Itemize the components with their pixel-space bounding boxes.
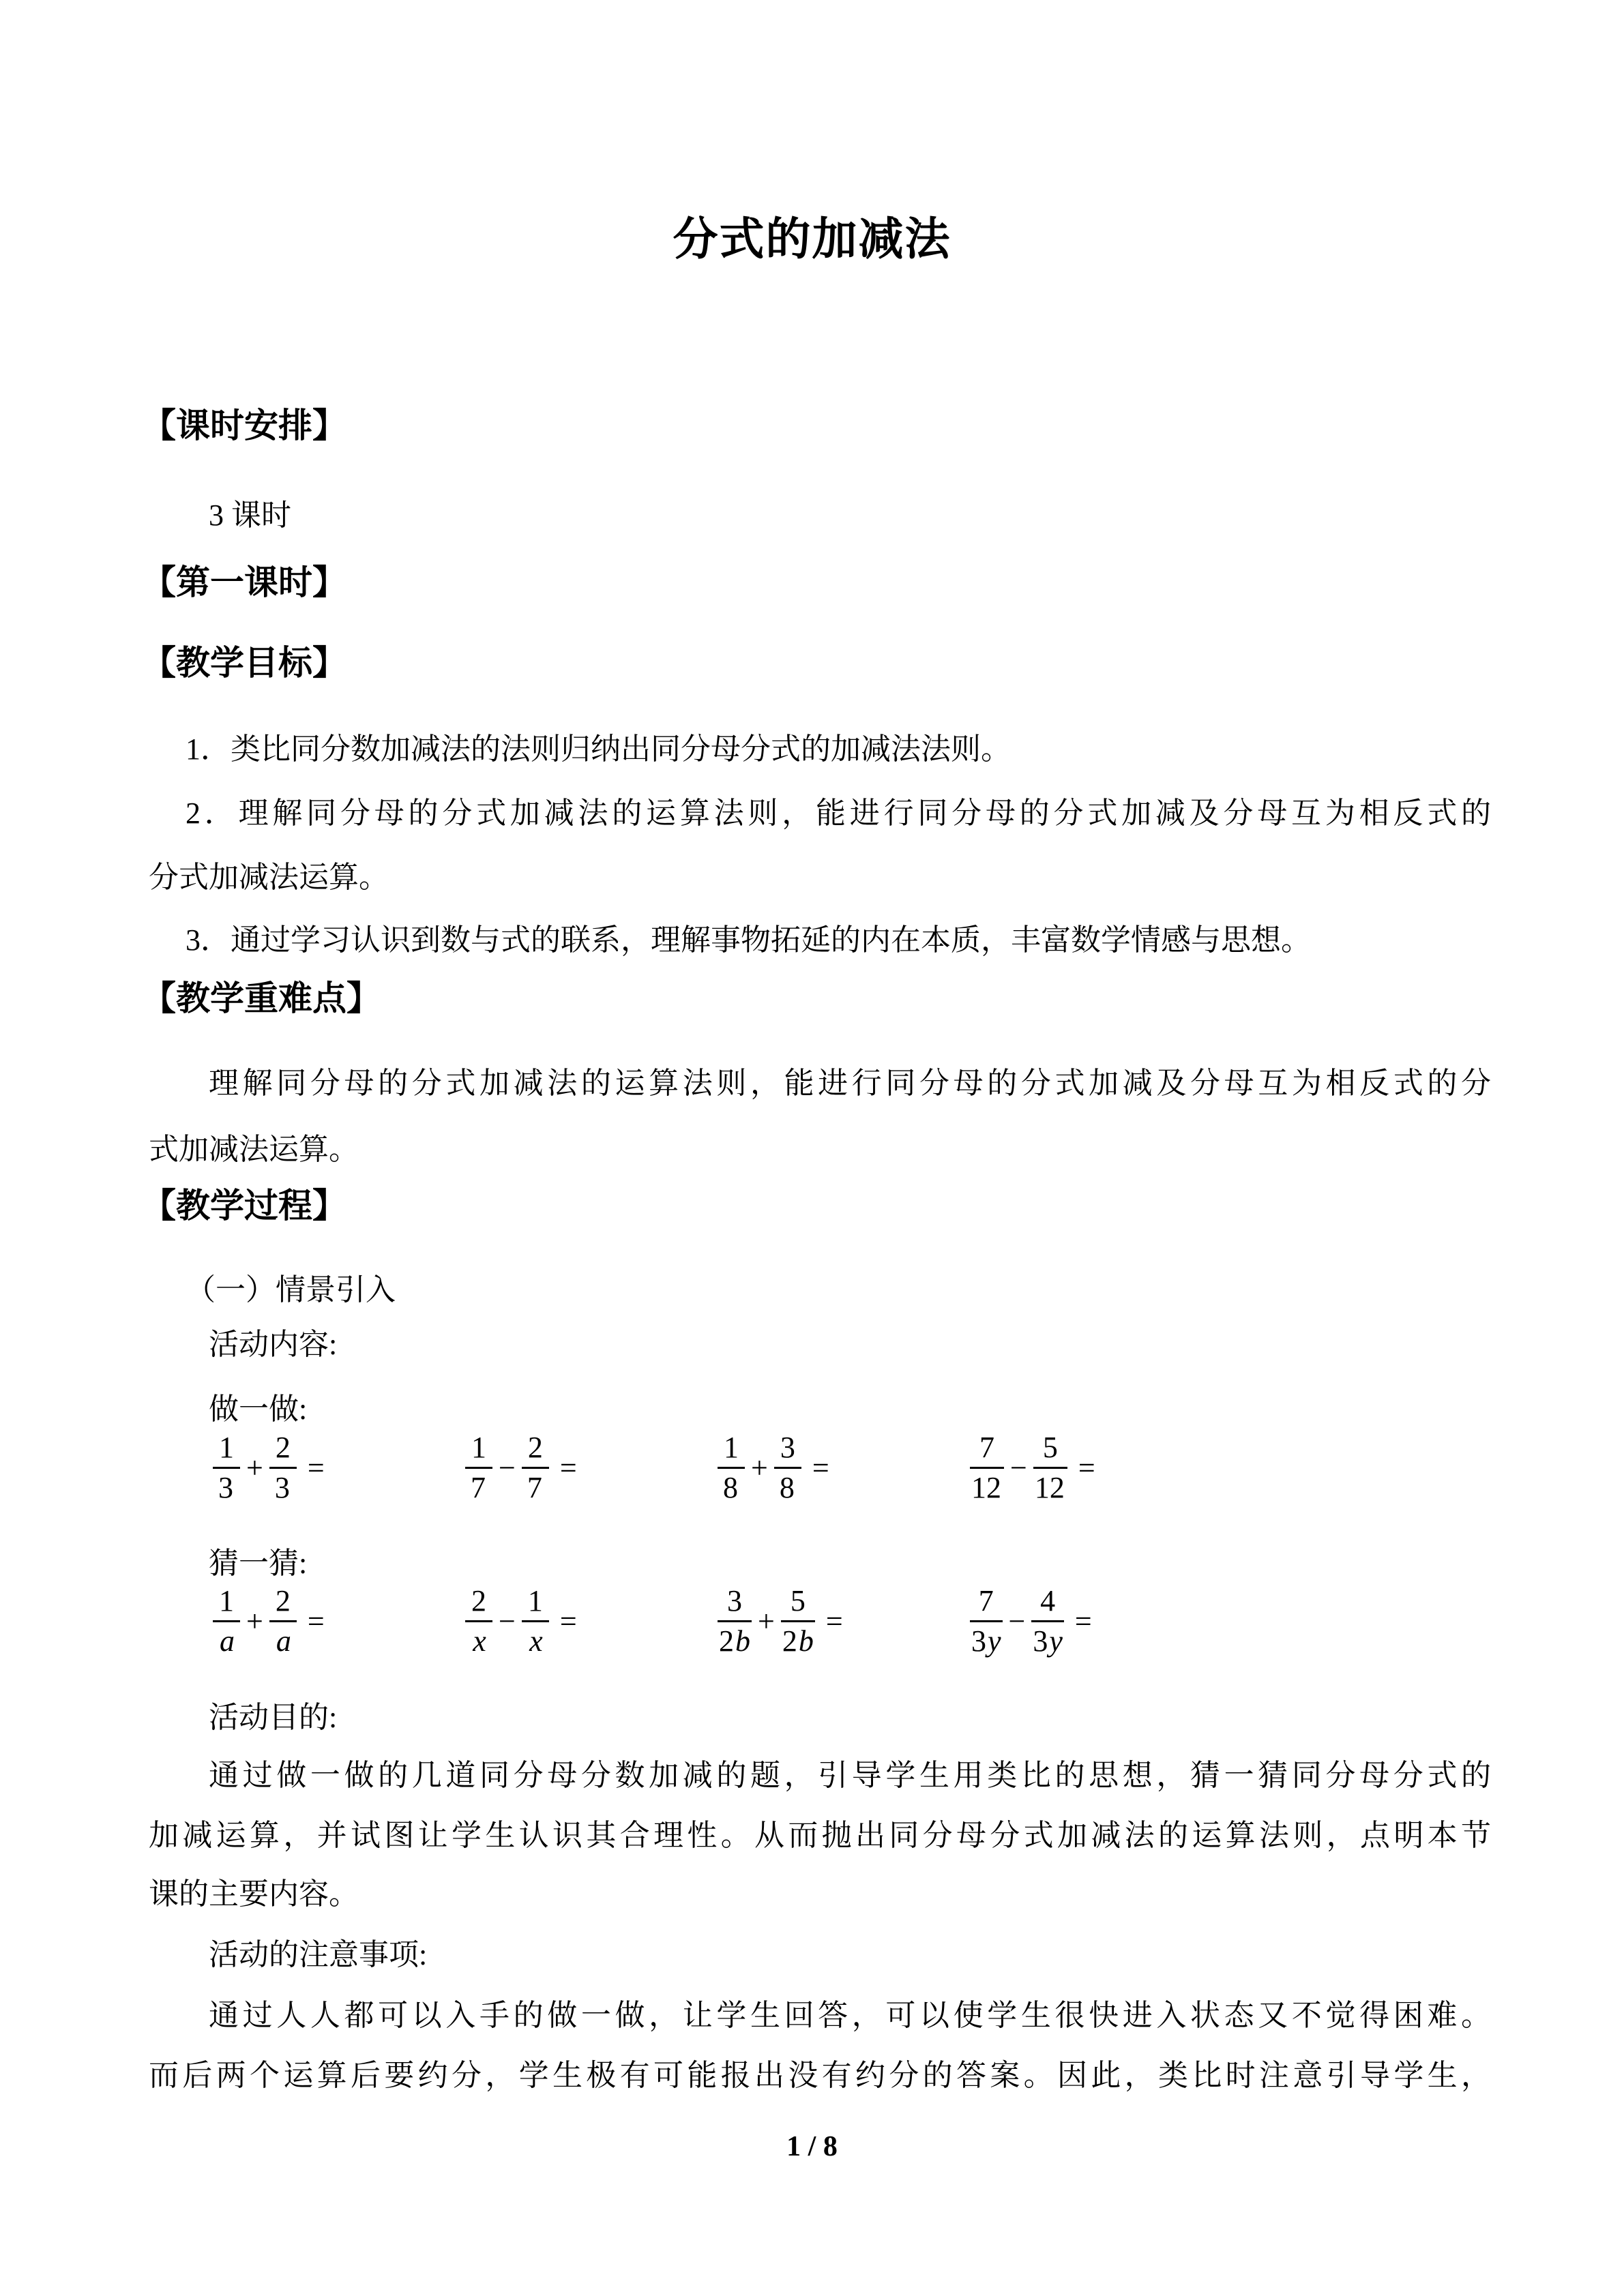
fraction-numerator: 2	[269, 1432, 297, 1469]
denominator-coefficient: 12	[1034, 1471, 1065, 1505]
denominator-coefficient: 3	[971, 1624, 986, 1658]
fraction-numerator: 1	[213, 1585, 240, 1622]
activity-notes-label: 活动的注意事项:	[209, 1938, 428, 1971]
fraction-denominator	[522, 1469, 549, 1504]
denominator-variable: a	[276, 1624, 291, 1658]
section-heading-process: 【教学过程】	[142, 1187, 346, 1225]
activity-notes-line2: 而后两个运算后要约分，学生极有可能报出没有约分的答案。因此，类比时注意引导学生，	[149, 2059, 1491, 2092]
fraction-denominator	[522, 1622, 549, 1657]
operator-sign: +	[246, 1450, 263, 1485]
fraction-row-algebraic	[213, 1585, 1092, 1657]
operator-sign: −	[1010, 1450, 1027, 1485]
equals-sign: =	[559, 1450, 577, 1485]
fraction	[718, 1585, 752, 1657]
fraction	[522, 1432, 549, 1504]
fraction-denominator	[269, 1469, 297, 1504]
equals-sign: =	[825, 1604, 843, 1638]
denominator-coefficient: 2	[719, 1624, 734, 1658]
fraction-numerator: 1	[522, 1585, 549, 1622]
fraction-numerator: 3	[718, 1585, 752, 1622]
fraction	[465, 1585, 492, 1657]
operator-sign: −	[499, 1450, 516, 1485]
denominator-coefficient: 12	[971, 1471, 1001, 1505]
section-heading-keypoints: 【教学重难点】	[142, 979, 381, 1017]
fraction	[774, 1432, 801, 1504]
activity-goal-label: 活动目的:	[209, 1701, 338, 1734]
denominator-variable: y	[988, 1624, 1001, 1658]
fraction	[1033, 1432, 1067, 1504]
fraction	[970, 1585, 1003, 1657]
denominator-coefficient: 7	[527, 1471, 542, 1505]
equals-sign: =	[307, 1604, 325, 1638]
goal-item-2-line2: 分式加减法运算。	[149, 861, 389, 894]
denominator-coefficient: 3	[274, 1471, 290, 1505]
denominator-variable: x	[529, 1624, 543, 1658]
fraction-numerator: 7	[970, 1585, 1003, 1622]
fraction-numerator: 3	[774, 1432, 801, 1469]
denominator-variable	[795, 1471, 796, 1504]
keypoint-line2: 式加减法运算。	[149, 1133, 359, 1166]
fraction-denominator	[213, 1469, 240, 1504]
fraction-expression	[213, 1585, 465, 1657]
fraction-expression	[465, 1585, 718, 1657]
goal-item-3: 3．通过学习认识到数与式的联系，理解事物拓延的内在本质，丰富数学情感与思想。	[186, 923, 1311, 957]
fraction-expression	[718, 1585, 970, 1657]
equals-sign: =	[1078, 1450, 1095, 1485]
do-it-label: 做一做:	[209, 1392, 308, 1426]
denominator-variable	[1065, 1471, 1066, 1504]
denominator-variable: b	[735, 1624, 750, 1658]
fraction	[213, 1432, 240, 1504]
keypoint-line1: 理解同分母的分式加减法的运算法则，能进行同分母的分式加减及分母互为相反式的分	[209, 1067, 1491, 1100]
denominator-variable	[290, 1471, 291, 1504]
activity-goal-line1: 通过做一做的几道同分母分数加减的题，引导学生用类比的思想，猜一猜同分母分式的	[209, 1759, 1491, 1792]
operator-sign: +	[246, 1604, 263, 1638]
activity-notes-line1: 通过人人都可以入手的做一做，让学生回答，可以使学生很快进入状态又不觉得困难。	[209, 1999, 1491, 2032]
fraction	[781, 1585, 815, 1657]
fraction-denominator	[465, 1469, 492, 1504]
denominator-coefficient: 3	[1033, 1624, 1048, 1658]
page-number: 1 / 8	[786, 2131, 838, 2162]
fraction-numerator: 1	[718, 1432, 745, 1469]
fraction-denominator	[970, 1622, 1003, 1657]
fraction-numerator: 5	[781, 1585, 815, 1622]
operator-sign: +	[758, 1604, 775, 1638]
fraction	[465, 1432, 492, 1504]
fraction	[213, 1585, 240, 1657]
operator-sign: −	[1008, 1604, 1026, 1638]
fraction-denominator	[213, 1622, 240, 1657]
fraction-expression	[718, 1432, 970, 1504]
denominator-coefficient: 7	[471, 1471, 486, 1505]
fraction-numerator: 2	[522, 1432, 549, 1469]
fraction-numerator: 1	[465, 1432, 492, 1469]
fraction	[522, 1585, 549, 1657]
fraction-expression	[970, 1432, 1095, 1504]
document-title: 分式的加减法	[673, 215, 951, 265]
denominator-variable: x	[473, 1624, 486, 1658]
fraction-denominator	[718, 1469, 745, 1504]
scene-intro-label: （一）情景引入	[186, 1273, 396, 1307]
fraction-denominator	[1033, 1469, 1067, 1504]
goal-item-1: 1．类比同分数加减法的法则归纳出同分母分式的加减法法则。	[186, 732, 1011, 766]
fraction-expression	[213, 1432, 465, 1504]
denominator-variable	[738, 1471, 739, 1504]
equals-sign: =	[1074, 1604, 1092, 1638]
fraction	[269, 1432, 297, 1504]
fraction-row-numeric	[213, 1432, 1095, 1504]
equals-sign: =	[812, 1450, 829, 1485]
fraction	[1031, 1585, 1064, 1657]
equals-sign: =	[559, 1604, 577, 1638]
fraction	[970, 1432, 1004, 1504]
section-heading-lesson1: 【第一课时】	[142, 563, 346, 601]
denominator-variable: b	[798, 1624, 814, 1658]
operator-sign: −	[499, 1604, 516, 1638]
fraction	[269, 1585, 297, 1657]
fraction-denominator	[970, 1469, 1004, 1504]
fraction-numerator: 1	[213, 1432, 240, 1469]
equals-sign: =	[307, 1450, 325, 1485]
denominator-variable	[486, 1471, 487, 1504]
denominator-coefficient: 2	[782, 1624, 797, 1658]
operator-sign: +	[751, 1450, 768, 1485]
denominator-coefficient: 8	[779, 1471, 795, 1505]
denominator-variable	[233, 1471, 235, 1504]
fraction-expression	[970, 1585, 1092, 1657]
section-heading-goals: 【教学目标】	[142, 644, 346, 682]
fraction	[718, 1432, 745, 1504]
fraction-expression	[465, 1432, 718, 1504]
guess-label: 猜一猜:	[209, 1547, 308, 1580]
fraction-denominator	[774, 1469, 801, 1504]
goal-item-2-line1: 2．理解同分母的分式加减法的运算法则，能进行同分母的分式加减及分母互为相反式的	[186, 796, 1491, 830]
fraction-numerator: 2	[465, 1585, 492, 1622]
fraction-numerator: 4	[1031, 1585, 1064, 1622]
schedule-value: 3 课时	[209, 498, 291, 532]
denominator-variable: y	[1049, 1624, 1063, 1658]
fraction-denominator	[269, 1622, 297, 1657]
fraction-denominator	[718, 1622, 752, 1657]
fraction-denominator	[781, 1622, 815, 1657]
denominator-coefficient: 3	[218, 1471, 233, 1505]
denominator-variable	[542, 1471, 544, 1504]
fraction-numerator: 7	[970, 1432, 1004, 1469]
denominator-variable	[1001, 1471, 1003, 1504]
section-heading-schedule: 【课时安排】	[142, 406, 346, 445]
activity-goal-line2: 加减运算，并试图让学生认识其合理性。从而抛出同分母分式加减法的运算法则，点明本节	[149, 1819, 1491, 1852]
fraction-denominator	[1031, 1622, 1064, 1657]
denominator-variable: a	[220, 1624, 235, 1658]
denominator-coefficient: 8	[723, 1471, 738, 1505]
fraction-denominator	[465, 1622, 492, 1657]
activity-content-label: 活动内容:	[209, 1328, 338, 1361]
activity-goal-line3: 课的主要内容。	[149, 1877, 359, 1911]
fraction-numerator: 2	[269, 1585, 297, 1622]
fraction-numerator: 5	[1033, 1432, 1067, 1469]
